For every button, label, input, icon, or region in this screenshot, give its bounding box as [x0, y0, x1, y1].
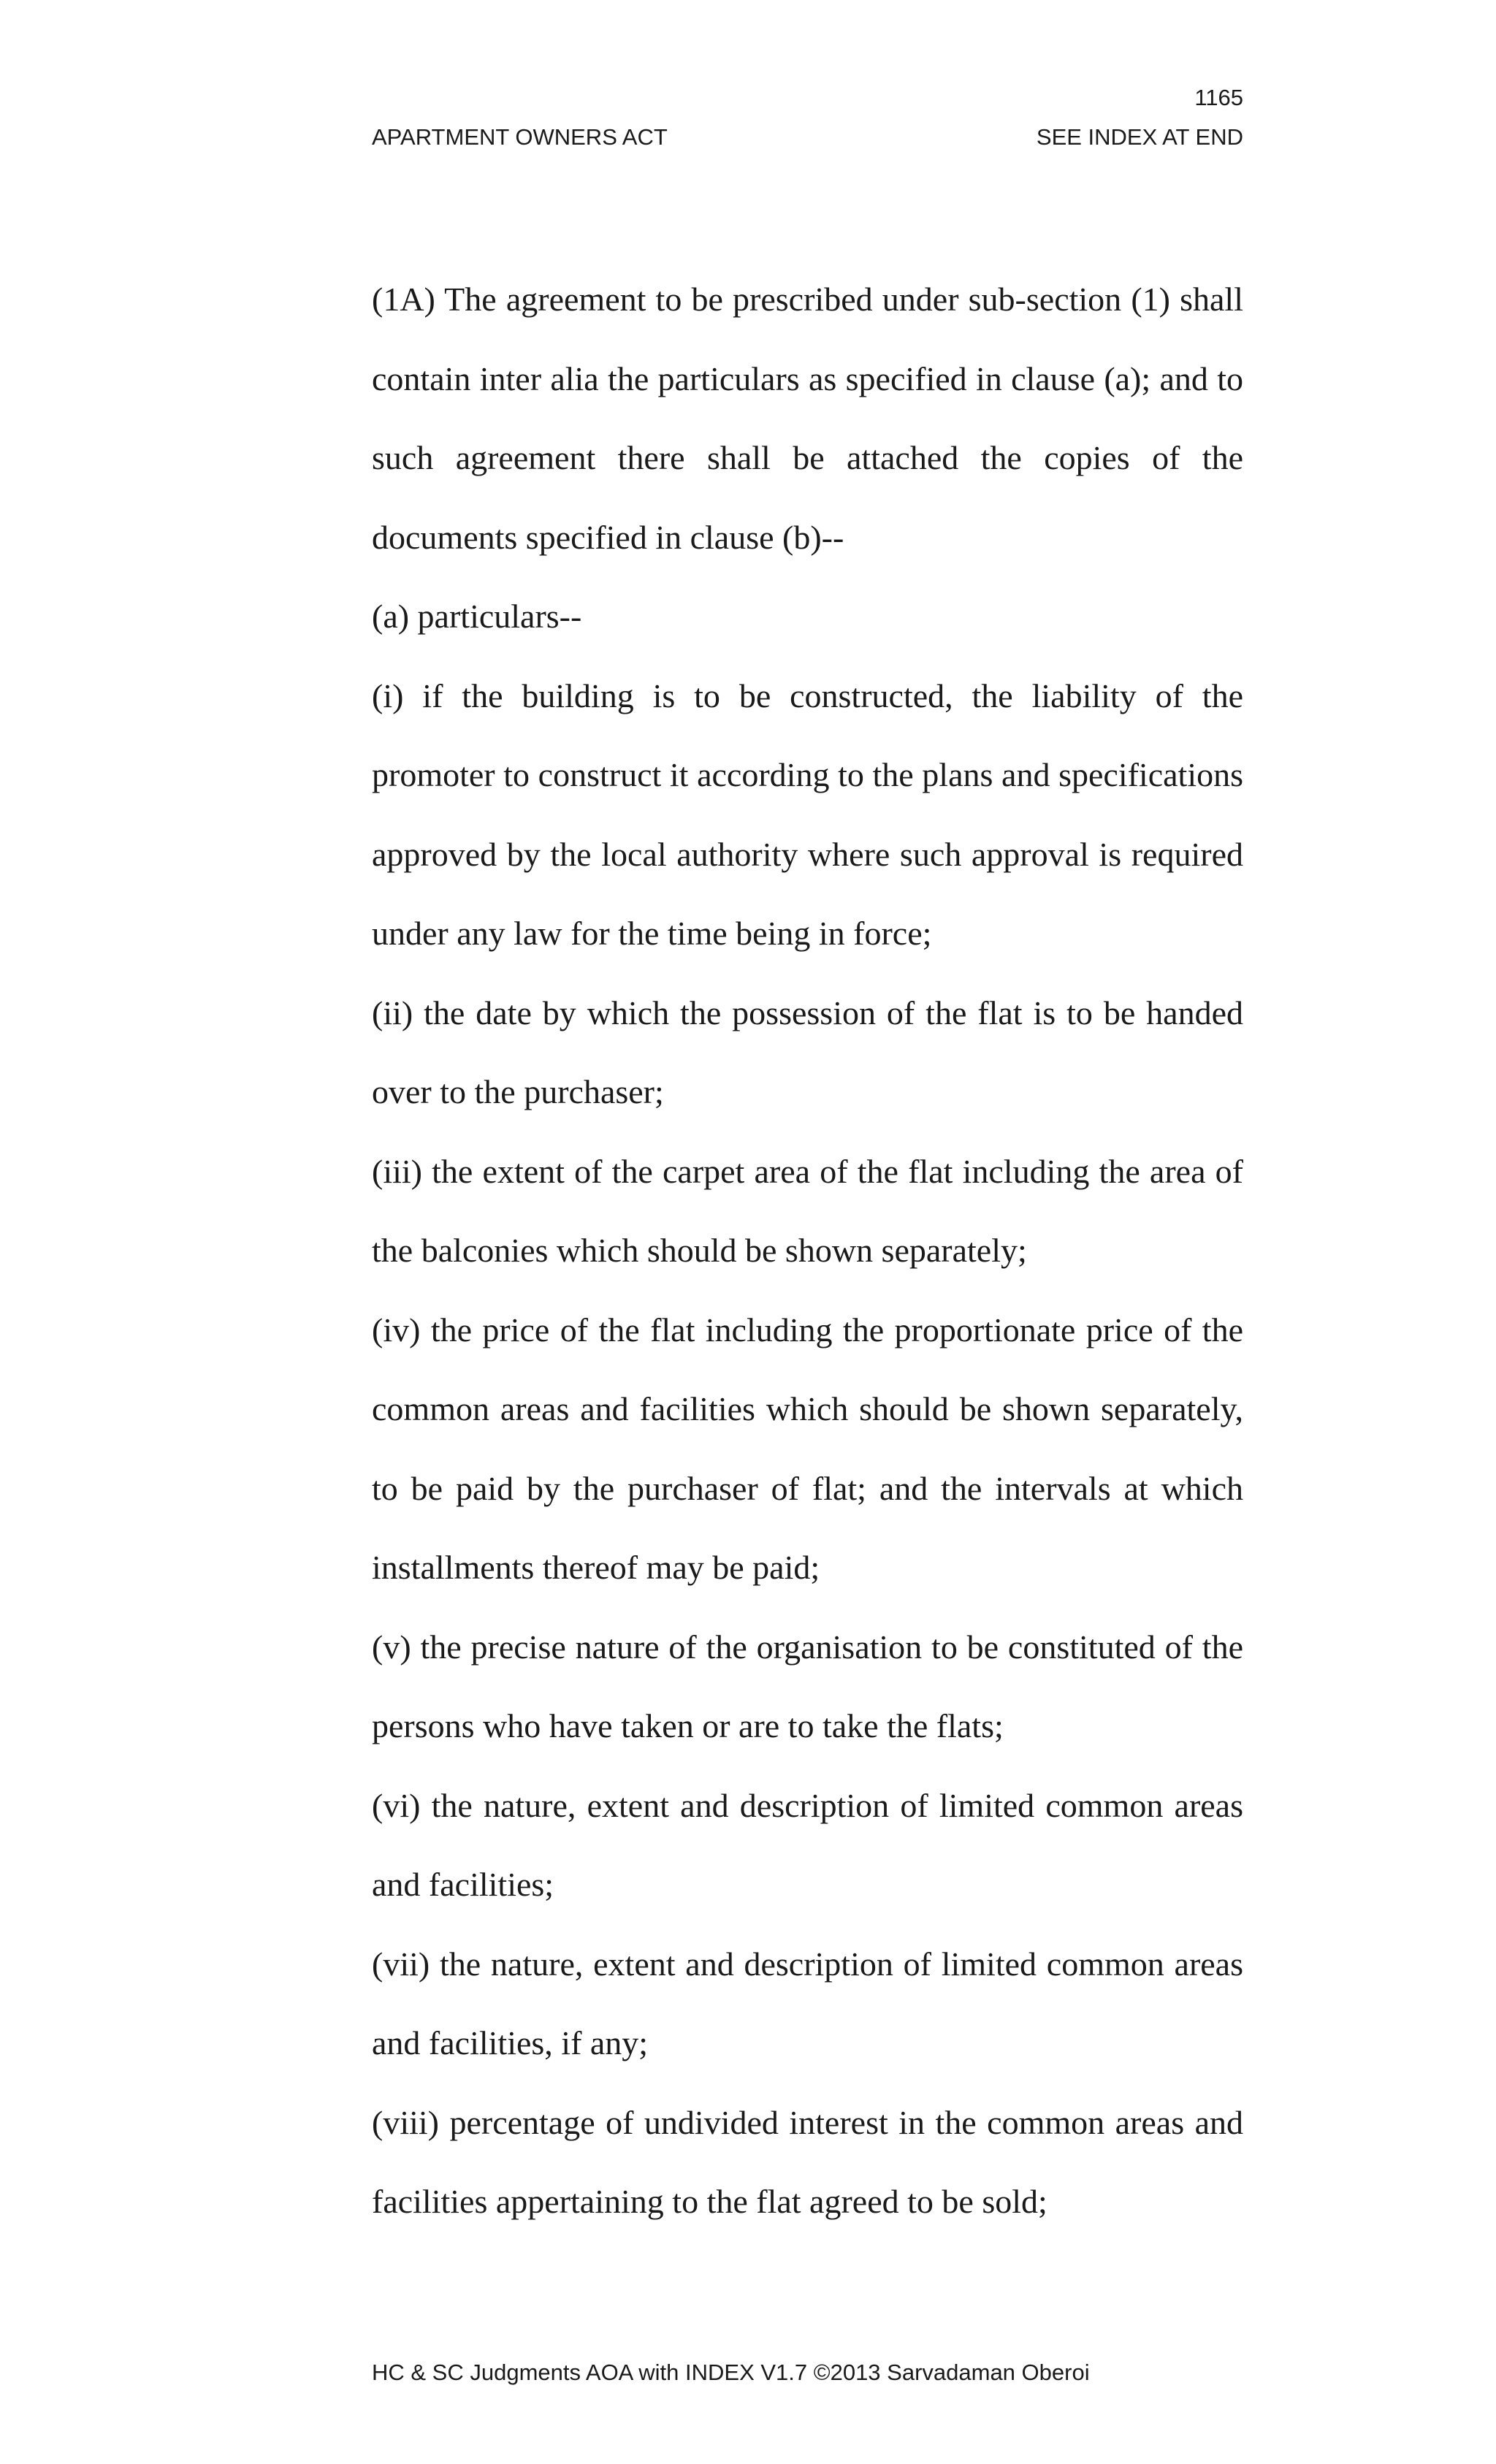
paragraph-1a: (1A) The agreement to be prescribed under sub-section (1) shall contain inter alia the particulars as specified in clause (a); and to such agreement there shall be attached the copies of the documents specified in clause (b)-- — [372, 281, 1243, 556]
paragraph-v: (v) the precise nature of the organisation to be constituted of the persons who have taken or are to take the flats; — [372, 1628, 1243, 1744]
document-body — [372, 260, 1243, 2242]
page-number: 1165 — [1194, 85, 1243, 110]
paragraph-i: (i) if the building is to be constructed, the liability of the promoter to construct it according to the plans and specifications approved by the local authority where such approval is required under any law for the time being in force; — [372, 676, 1243, 952]
paragraph-iii: (iii) the extent of the carpet area of the flat including the area of the balconies which should be shown separately; — [372, 1152, 1243, 1269]
paragraph-vi: (vi) the nature, extent and description of limited common areas and facilities; — [372, 1786, 1243, 1903]
paragraph-a-particulars: (a) particulars-- — [372, 598, 582, 635]
running-header — [372, 126, 1243, 148]
paragraph-viii: (viii) percentage of undivided interest in the common areas and facilities appertaining to the flat agreed to be sold; — [372, 2103, 1243, 2220]
header-right-title: SEE INDEX AT END — [1036, 124, 1243, 150]
page-footer: HC & SC Judgments AOA with INDEX V1.7 ©2013 Sarvadaman Oberoi — [372, 2360, 1090, 2385]
paragraph-iv: (iv) the price of the flat including the proportionate price of the common areas and facilities which should be shown separately, to be paid by the purchaser of flat; and the intervals at which installments thereof may be paid; — [372, 1311, 1243, 1586]
header-left-title: APARTMENT OWNERS ACT — [372, 124, 668, 150]
paragraph-vii: (vii) the nature, extent and description of limited common areas and facilities, if any; — [372, 1945, 1243, 2061]
paragraph-ii: (ii) the date by which the possession of the flat is to be handed over to the purchaser; — [372, 993, 1243, 1110]
